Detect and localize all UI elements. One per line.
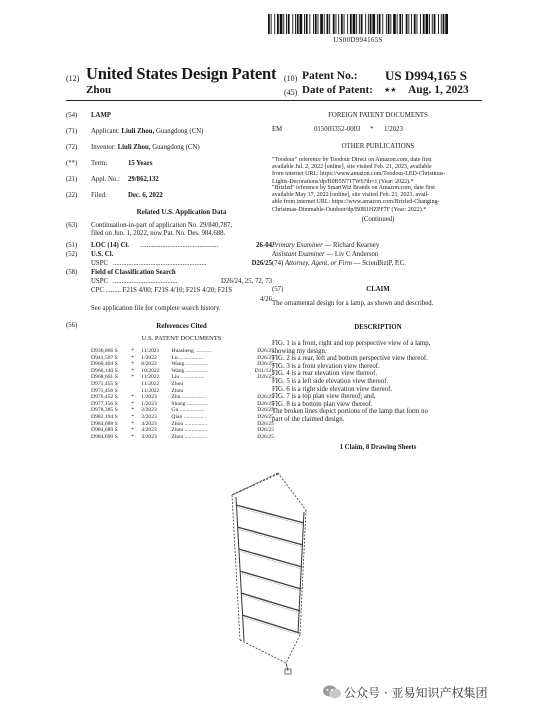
ref-star: * (131, 348, 135, 354)
ref-class: D26/25 (257, 407, 274, 414)
bulb-dot (250, 486, 252, 488)
continued-note: (Continued) (361, 216, 395, 223)
ref-name: Liu ................. (171, 374, 205, 381)
description-line: FIG. 2 is a rear, left and bottom perspective view thereof. (272, 355, 428, 363)
drawing-line (241, 593, 301, 611)
ref-name: Wang ................ (171, 361, 209, 368)
ref-class (244, 388, 274, 395)
claims-summary: 1 Claim, 8 Drawing Sheets (339, 444, 417, 451)
ref-class: D26/25 (257, 354, 274, 361)
drawing-line (237, 529, 303, 547)
code-45: (45) (284, 88, 298, 97)
date-label: Date of Patent: (302, 84, 373, 96)
ref-name: Zhou ................ (171, 420, 208, 427)
ref-class (244, 381, 274, 388)
ref-star: * (131, 367, 135, 374)
left-column: (54) LAMP (71) Applicant: Liuli Zhou, Guangdong (CN) (72) Inventor: Liuli Zhou, Guangdong (CN) (**) Term: 15 Years (21) Appl. No.: 29/862,132 (22) Filed: Dec. 6, 2022 Related U.S. Application Data (63) Continuation-in-part of application No. 29/840,787, filed on Jun. 1, 2022, now Pat. No. Des. 984,688. (51) LOC (14) Cl. .............................................. 26-04 (52) U.S. Cl. USPC ....................................................... D26/25 (58) Field of Classification Search USPC ...................................... D26/24, 25, 72, 73 CPC ......... F21S 4/00; F21S 4/10; F21S 4/20; F21S 4/26 See application file for complete search history. (56) References Cited U.S. PATENT DOCUMENTS D936,866 S * 11/2021 Huasheng ............ D26/25 D941,507 S * 1/2022 Lu .................. D26/25 D960,404 S * 8/2022 Wang ................ D26/25 D966,140 S * 10/2022 Wang ................ D11/121 D968,661 S * 11/2022 Liu ................. D26/25 D971,455 S 11/2022 Zhou D971,456 S 11/2022 Zhou D976,452 S * 1/2023 Zhu ................. D26/25 D977,156 S * 1/2023 Shang ............... D26/25 D978,385 S * 2/2023 Gu .................. D26/25 D982,194 S * 3/2023 Qian ................ D26/25 D984,688 S * 4/2023 Zhou ................ D26/25 D984,689 S * 4/2023 Zhou ................ D26/25 D984,690 S * 4/2023 Zhou ................ D26/25 (66, 112, 274, 440)
ref-star (131, 381, 141, 388)
assistant-examiner: Assistant Examiner — Liv C Anderson (272, 251, 379, 258)
ref-date: 2/2023 (141, 407, 157, 414)
table-row (91, 414, 274, 421)
table-row (91, 361, 274, 368)
ref-name: Shang ............... (171, 400, 208, 407)
bulb-dot (236, 492, 238, 494)
bulb-dot (256, 483, 258, 485)
ref-class: D26/25 (257, 394, 274, 401)
lamp-drawing (218, 465, 328, 675)
publication-1 (272, 157, 484, 186)
claim-text: The ornamental design for a lamp, as shown and described. (272, 300, 434, 307)
table-row (91, 427, 274, 434)
drawing-line (278, 473, 306, 510)
ref-name: Gu .................. (171, 407, 205, 414)
bulb-dot (246, 487, 248, 489)
ref-number: D960,404 S (91, 361, 118, 368)
drawing-line (286, 635, 300, 663)
description-body (272, 340, 486, 424)
ref-star: * (131, 354, 135, 361)
publication-line: able from internet URL: https://www.amazon.com/Brizled-Changing- (272, 199, 440, 206)
field-56-references: (56) References Cited (66, 322, 207, 330)
ref-number: D976,452 S (91, 394, 118, 401)
bulb-dot (233, 493, 235, 495)
ref-star: * (131, 361, 135, 368)
primary-examiner: Primary Examiner — Richard Kearney (272, 242, 380, 249)
ref-date: 4/2023 (141, 433, 157, 440)
ref-number: D984,688 S (91, 420, 118, 427)
ref-star: * (131, 433, 135, 440)
table-row (91, 368, 274, 375)
description-line: FIG. 7 is a top plan view thereof; and, (272, 393, 376, 401)
ref-date: 3/2023 (141, 413, 157, 420)
attorney-agent: (74) Attorney, Agent, or Firm — ScienBiziP, P.C. (272, 260, 406, 267)
ref-name: Qian ................ (171, 413, 207, 420)
search-cpc: CPC ......... F21S 4/00; F21S 4/10; F21S 4/20; F21S (91, 287, 233, 294)
description-line: FIG. 5 is a left side elevation view thereof. (272, 377, 389, 385)
foreign-ref-row: EM 015005352-0003 * 1/2023 (272, 126, 403, 133)
table-row (91, 381, 274, 388)
drawing-line (298, 512, 304, 633)
barcode-graphic (268, 14, 448, 34)
ref-name: Huasheng ............ (171, 348, 212, 354)
ref-class: D26/25 (257, 413, 274, 420)
description-heading: DESCRIPTION (354, 324, 402, 331)
stars-mark: ★★ (384, 86, 397, 94)
bulb-dot (263, 480, 265, 482)
table-row (91, 388, 274, 395)
ref-class: D26/25 (257, 361, 274, 368)
bulb-dot (276, 474, 278, 476)
references-table (91, 348, 274, 440)
drawing-line (238, 549, 302, 567)
description-line: FIG. 3 is a front elevation view thereof. (272, 362, 380, 370)
ref-name: Wang ................ (171, 367, 209, 374)
ref-star: * (131, 400, 135, 407)
ref-number: D978,385 S (91, 407, 118, 414)
publication-line: "Toodour" reference by Toodour Direct on Amazon.com, date first (272, 157, 432, 163)
bulb-dot (240, 490, 242, 492)
ref-date: 10/2022 (141, 367, 160, 374)
ref-number: D982,194 S (91, 413, 118, 420)
drawing-line (232, 495, 240, 640)
publication-line: available Jul. 2, 2022 [online], site visited Feb. 21, 2023, available (272, 164, 432, 171)
drawing-line (240, 573, 302, 591)
drawing-line (242, 615, 300, 633)
description-line: FIG. 6 is a right side elevation view thereof. (272, 385, 393, 393)
ref-number: D977,156 S (91, 400, 118, 407)
ref-star: * (131, 413, 135, 420)
ref-class: D26/25 (257, 433, 274, 440)
drawing-line (236, 507, 304, 525)
ref-number: D984,690 S (91, 433, 118, 440)
drawing-line (242, 617, 300, 635)
drawing-line (241, 595, 301, 613)
table-row (91, 394, 274, 401)
ref-name: Zhou (171, 387, 184, 394)
code-10: (10) (284, 74, 298, 83)
publication-line: Lights-Decorations/dp/B0B5N717W6?th=1 (Year: 2022).* (272, 178, 414, 185)
ref-number: D971,455 S (91, 380, 118, 387)
ref-date: 8/2022 (141, 361, 157, 368)
bulb-dot (260, 481, 262, 483)
table-row (91, 355, 274, 362)
ref-class: D26/25 (257, 348, 274, 354)
ref-star: * (131, 394, 135, 401)
patent-number: US D994,165 S (385, 68, 467, 83)
ref-number: D941,507 S (91, 354, 118, 361)
code-12: (12) (66, 74, 80, 83)
drawing-line (236, 505, 304, 523)
description-line: The broken lines depict portions of the lamp that form no (272, 408, 428, 416)
barcode-number: US00D994165S (333, 36, 383, 44)
ref-number: D966,140 S (91, 367, 118, 374)
other-publications-heading: OTHER PUBLICATIONS (341, 143, 415, 150)
bulb-dot (269, 477, 271, 479)
description-line: FIG. 1 is a front, right and top perspective view of a lamp, (272, 340, 431, 347)
bulb-dot (243, 489, 245, 491)
drawing-line (240, 640, 286, 663)
ref-date: 4/2023 (141, 420, 157, 427)
publication-line: "Brizled" reference by SmartWiz Brands on Amazon.com, date first (272, 185, 435, 191)
ref-date: 11/2022 (141, 380, 160, 387)
table-row (91, 401, 274, 408)
ref-class: D26/25 (257, 400, 274, 407)
ref-class: D11/121 (254, 367, 274, 374)
ref-date: 1/2023 (141, 400, 157, 407)
ref-date: 4/2023 (141, 427, 157, 434)
publication-2 (272, 185, 484, 214)
bulb-dot (266, 478, 268, 480)
ref-class: D26/25 (257, 374, 274, 381)
header-rule (66, 100, 482, 101)
bulb-dot (273, 475, 275, 477)
us-docs-heading: U.S. PATENT DOCUMENTS (141, 335, 222, 342)
ref-name: Lu .................. (171, 354, 205, 361)
table-row (91, 434, 274, 441)
description-line: FIG. 8 is a bottom plan view thereof. (272, 400, 373, 408)
claim-heading-row: (57) CLAIM (272, 286, 390, 293)
publication-line: from internet URL: https://www.amazon.com/Toodour-LED-Christmas- (272, 171, 446, 178)
ref-date: 1/2022 (141, 354, 157, 361)
drawing-line (240, 571, 302, 589)
drawing-line (286, 663, 288, 671)
ref-star: * (131, 427, 135, 434)
ref-name: Zhu ................. (171, 394, 206, 401)
search-cpc-tail: 4/26 (259, 296, 272, 303)
foreign-docs-heading: FOREIGN PATENT DOCUMENTS (328, 112, 428, 119)
ref-number: D968,661 S (91, 374, 118, 381)
inventor-surname: Zhou (86, 84, 112, 96)
ref-number: D936,866 S (91, 348, 118, 354)
ref-date: 11/2022 (141, 374, 160, 381)
uspc-line: USPC ....................................................... D26/25 (91, 260, 272, 267)
publication-line: available May 17, 2022 [online], site visited Feb. 21, 2023, avail- (272, 192, 430, 199)
table-row (91, 421, 274, 428)
ref-name: Zhou ................ (171, 427, 208, 434)
search-uspc: USPC ...................................... D26/24, 25, 72, 73 (91, 278, 272, 285)
related-heading: Related U.S. Application Data (136, 208, 227, 216)
ref-star: * (131, 420, 135, 427)
search-history-note: See application file for complete search history. (91, 305, 221, 312)
ref-name: Zhou (171, 380, 184, 387)
ref-name: Zhou ................ (171, 433, 208, 440)
ref-star: * (131, 407, 135, 414)
description-line: FIG. 4 is a rear elevation view thereof. (272, 370, 378, 378)
drawing-line (237, 527, 303, 545)
ref-date: 11/2022 (141, 387, 160, 394)
drawing-line (238, 551, 302, 569)
patent-date: Aug. 1, 2023 (408, 84, 469, 96)
ref-star: * (131, 374, 135, 381)
ref-star (131, 388, 141, 395)
watermark-text: 公众号 · 亚易知识产权集团 (344, 686, 488, 700)
patent-no-label: Patent No.: (302, 70, 358, 82)
ref-date: 11/2021 (141, 348, 160, 354)
ref-class: D26/25 (257, 427, 274, 434)
ref-date: 1/2023 (141, 394, 157, 401)
bulb-dot (253, 484, 255, 486)
publication-line: Christmas-Dimmable-Outdoor/dp/B0B1HZPF7F (Year: 2022).* (272, 206, 427, 213)
ref-number: D971,456 S (91, 387, 118, 394)
table-row (91, 407, 274, 414)
wechat-icon (322, 684, 342, 700)
description-line: showing my design. (272, 347, 327, 355)
drawing-line (232, 473, 278, 495)
document-title: United States Design Patent (86, 64, 277, 83)
ref-class: D26/25 (257, 420, 274, 427)
ref-number: D984,689 S (91, 427, 118, 434)
description-line: part of the claimed design. (272, 415, 345, 423)
drawing-line (236, 497, 244, 641)
table-row (91, 374, 274, 381)
table-row (91, 348, 274, 355)
